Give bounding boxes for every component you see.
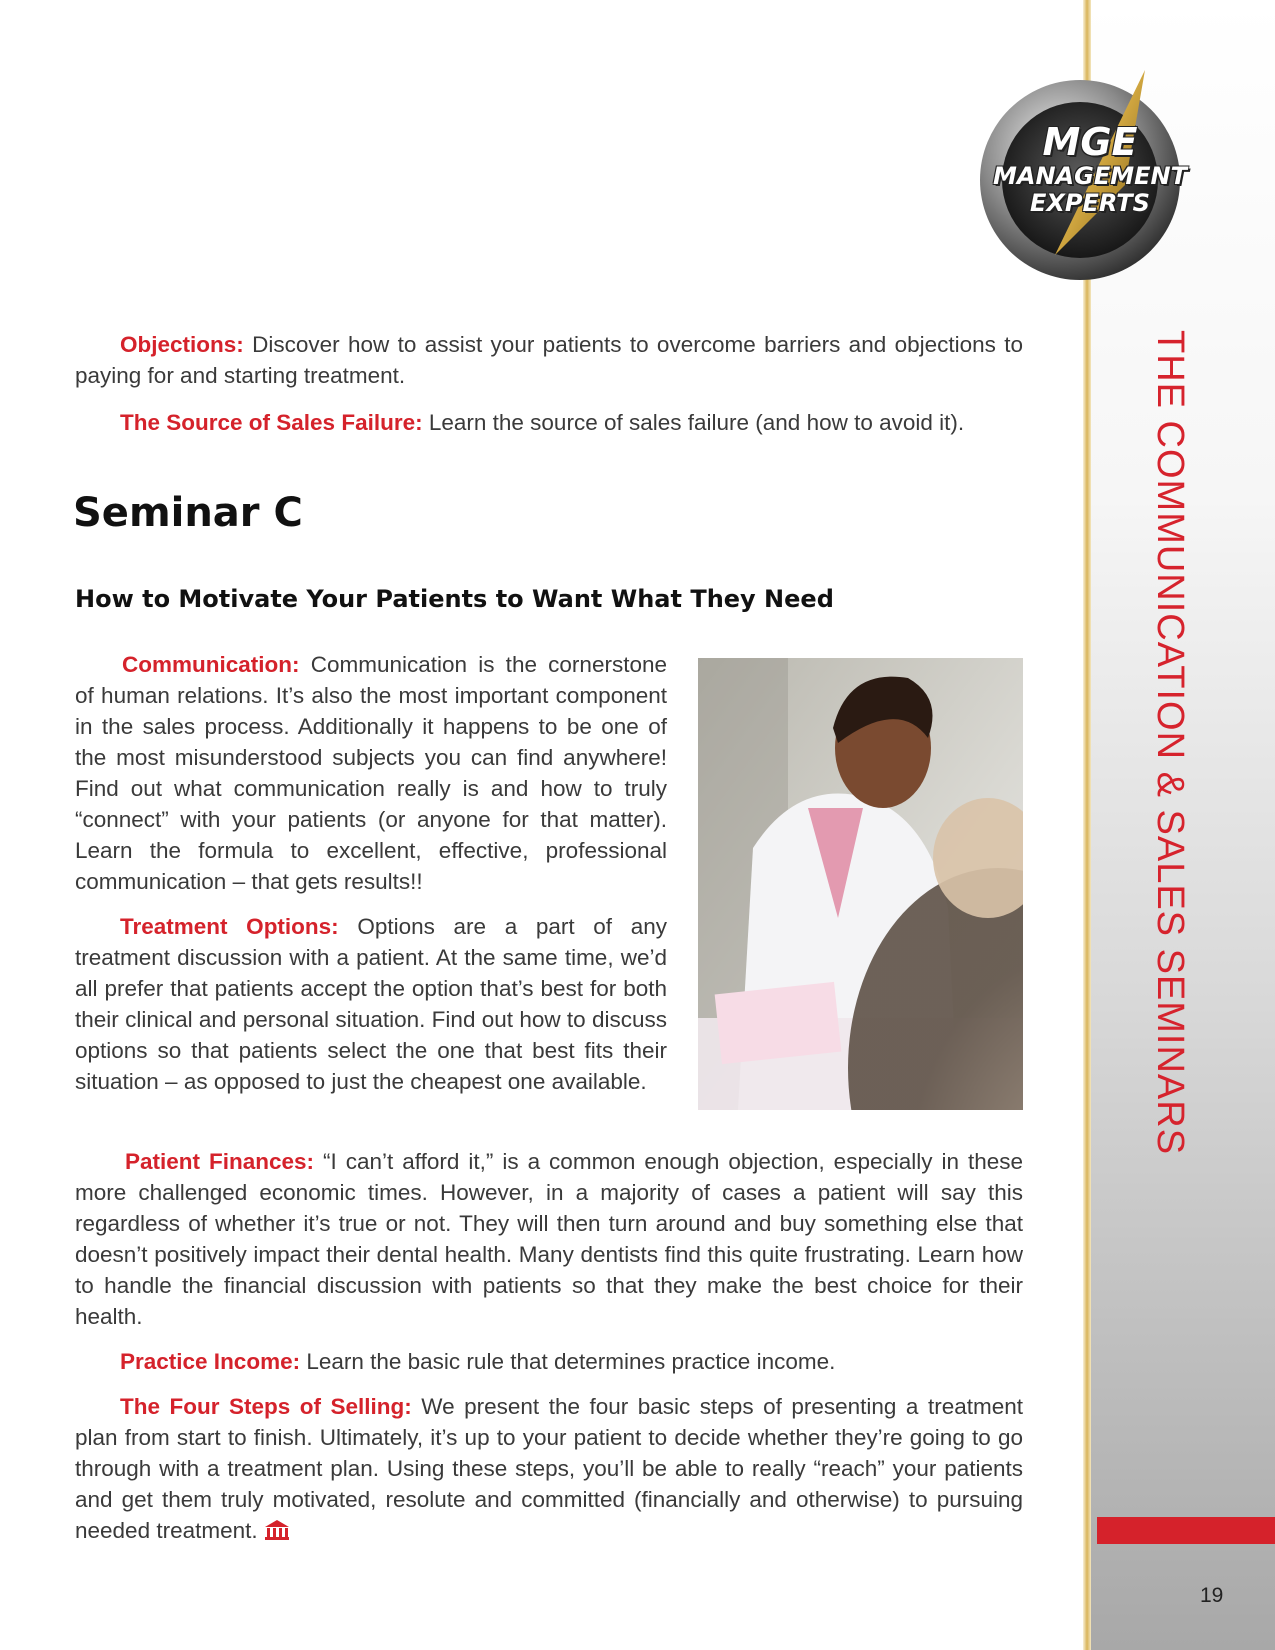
top-section	[75, 329, 1023, 438]
item-text: We present the four basic steps of presenting a treatment plan from start to finish. Ultimately, it’s up to your patient to decide whether they’re going to go through with a treatment plan. Using these steps, you’ll be able to really “reach” your patients and get them truly motivated, resolute and committed (financially and otherwise) to pursuing needed treatment.	[75, 1394, 1023, 1543]
item-text: Learn the source of sales failure (and how to avoid it).	[422, 410, 965, 435]
item-label: Objections:	[120, 332, 244, 357]
side-section	[75, 649, 667, 1097]
mge-logo	[975, 65, 1205, 285]
item-text: “I can’t afford it,” is a common enough objection, especially in these more challenged economic times. However, in a majority of cases a patient will say this regardless of whether it’s true or not. They will then turn around and buy something else that doesn’t positively impact their dental health. Many dentists find this quite frustrating. Learn how to handle the financial discussion with patients so that they make the best choice for their health.	[75, 1149, 1023, 1329]
logo-line1: MGE	[1042, 120, 1138, 164]
item-label: Patient Finances:	[125, 1149, 315, 1174]
item-patient-finances	[75, 1146, 1023, 1332]
item-label: Communication:	[122, 652, 300, 677]
doctor-photo	[698, 658, 1023, 1110]
item-practice-income	[75, 1346, 1023, 1377]
seminar-title: Seminar C	[73, 490, 303, 536]
item-text: Discover how to assist your patients to overcome barriers and objections to paying for and starting treatment.	[75, 332, 1023, 388]
item-text: Options are a part of any treatment discussion with a patient. At the same time, we’d all prefer that patients accept the option that’s best for both their clinical and personal situation. Find out how to discuss options so that patients select the one that best fits their situation – as opposed to just the cheapest one available.	[75, 914, 667, 1094]
bottom-section	[75, 1146, 1023, 1546]
page-number: 19	[1200, 1584, 1224, 1607]
item-four-steps	[75, 1391, 1023, 1546]
item-label: Practice Income:	[120, 1349, 301, 1374]
seminar-subtitle: How to Motivate Your Patients to Want What They Need	[75, 585, 834, 613]
item-label: Treatment Options:	[120, 914, 339, 939]
item-label: The Source of Sales Failure:	[120, 410, 423, 435]
item-text: Communication is the cornerstone of human relations. It’s also the most important component in the sales process. Additionally it happens to be one of the most misunderstood subjects you can find anywhere! Find out what communication really is and how to truly “connect” with your patients (or anyone for that matter). Learn the formula to excellent, effective, professional communication – that gets results!!	[75, 652, 667, 894]
item-objections	[75, 329, 1023, 391]
item-sales-failure	[75, 407, 1023, 438]
doctor-with-patient-image	[698, 658, 1023, 1110]
sidebar-title: THE COMMUNICATION & SALES SEMINARS	[1149, 330, 1191, 1156]
item-text: Learn the basic rule that determines practice income.	[300, 1349, 836, 1374]
item-communication	[75, 649, 667, 897]
item-treatment-options	[75, 911, 667, 1097]
end-mark-icon	[264, 1519, 290, 1541]
logo-line2: MANAGEMENT	[993, 162, 1187, 190]
red-band	[1097, 1517, 1275, 1544]
logo-line3: EXPERTS	[1030, 189, 1150, 217]
item-label: The Four Steps of Selling:	[120, 1394, 412, 1419]
